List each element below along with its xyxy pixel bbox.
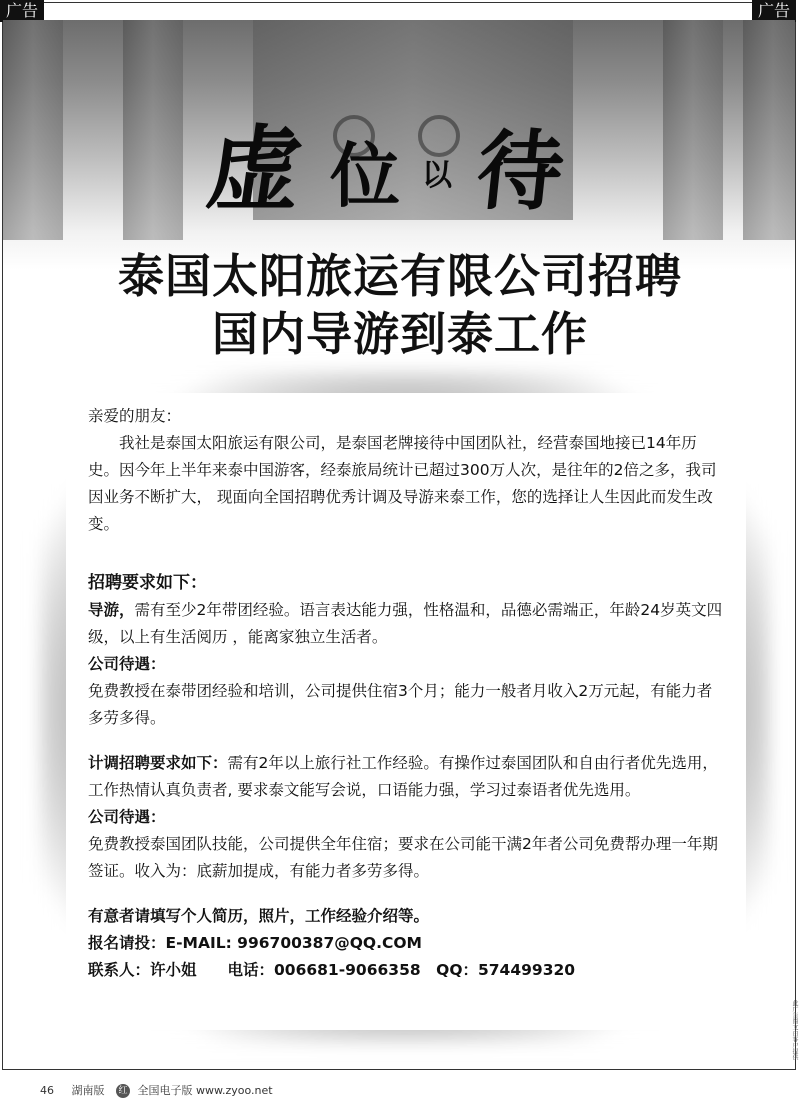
apply-instructions: 有意者请填写个人简历，照片，工作经验介绍等。 bbox=[88, 907, 430, 925]
publisher-logo-icon: 红 bbox=[116, 1084, 130, 1098]
planner-benefits-label: 公司待遇： bbox=[88, 808, 166, 826]
calligraphy-char: 虚 bbox=[201, 115, 309, 223]
headline-line2: 国内导游到泰工作 bbox=[212, 307, 588, 361]
planner-text: 需有2年以上旅行社工作经验。有操作过泰国团队和自由行者优先选用，工作热情认真负责者, 要求泰文能写会说，口语能力强，学习过泰语者优先选用。 bbox=[88, 754, 718, 799]
ad-tag-right: 广告 bbox=[752, 0, 796, 22]
planner-requirements bbox=[88, 750, 724, 804]
edition-label: 湖南版 bbox=[71, 1084, 105, 1097]
guide-label: 导游， bbox=[88, 601, 135, 619]
calligraphy-heading bbox=[201, 96, 590, 223]
headline-line1: 泰国太阳旅运有限公司招聘 bbox=[118, 249, 682, 303]
planner-benefits-text: 免费教授泰国团队技能，公司提供全年住宿；要求在公司能干满2年者公司免费帮办理一年期签证。收入为：底薪加提成，有能力者多劳多得。 bbox=[88, 835, 718, 880]
guide-requirements bbox=[88, 597, 724, 651]
guide-text: 需有至少2年带团经验。语言表达能力强，性格温和，品德必需端正，年龄24岁英文四级，以上有生活阅历 ，能离家独立生活者。 bbox=[88, 601, 723, 646]
side-note: 此广告图文由客户提供 bbox=[791, 1000, 798, 1060]
planner-label: 计调招聘要求如下： bbox=[88, 754, 228, 772]
calligraphy-char: 位 bbox=[330, 134, 400, 217]
guide-benefits-label: 公司待遇： bbox=[88, 655, 166, 673]
site-label: 全国电子版 www.zyoo.net bbox=[137, 1084, 273, 1097]
intro-paragraph: 我社是泰国太阳旅运有限公司，是泰国老牌接待中国团队社，经营泰国地接已14年历史。因今年上半年来泰中国游客，经泰旅局统计已超过300万人次，是往年的2倍之多，我司因业务不断扩大， 现面向全国招聘优秀计调及导游来泰工作，您的选择让人生因此而发生改变。 bbox=[88, 434, 717, 533]
calligraphy-char: 待 bbox=[471, 121, 569, 222]
page-footer bbox=[40, 1082, 273, 1098]
recruitment-card bbox=[66, 393, 746, 1030]
calligraphy-char: 以 bbox=[422, 158, 452, 193]
requirements-heading: 招聘要求如下： bbox=[88, 573, 207, 593]
ad-tag-left: 广告 bbox=[0, 0, 44, 22]
guide-benefits-text: 免费教授在泰带团经验和培训，公司提供住宿3个月；能力一般者月收入2万元起，有能力者多劳多得。 bbox=[88, 682, 713, 727]
email-line: 报名请投：E-MAIL: 996700387@QQ.COM bbox=[88, 934, 422, 952]
page-number: 46 bbox=[40, 1084, 54, 1097]
greeting: 亲爱的朋友： bbox=[88, 407, 182, 425]
contact-line: 联系人：许小姐 电话：006681-9066358 QQ：574499320 bbox=[88, 961, 576, 979]
